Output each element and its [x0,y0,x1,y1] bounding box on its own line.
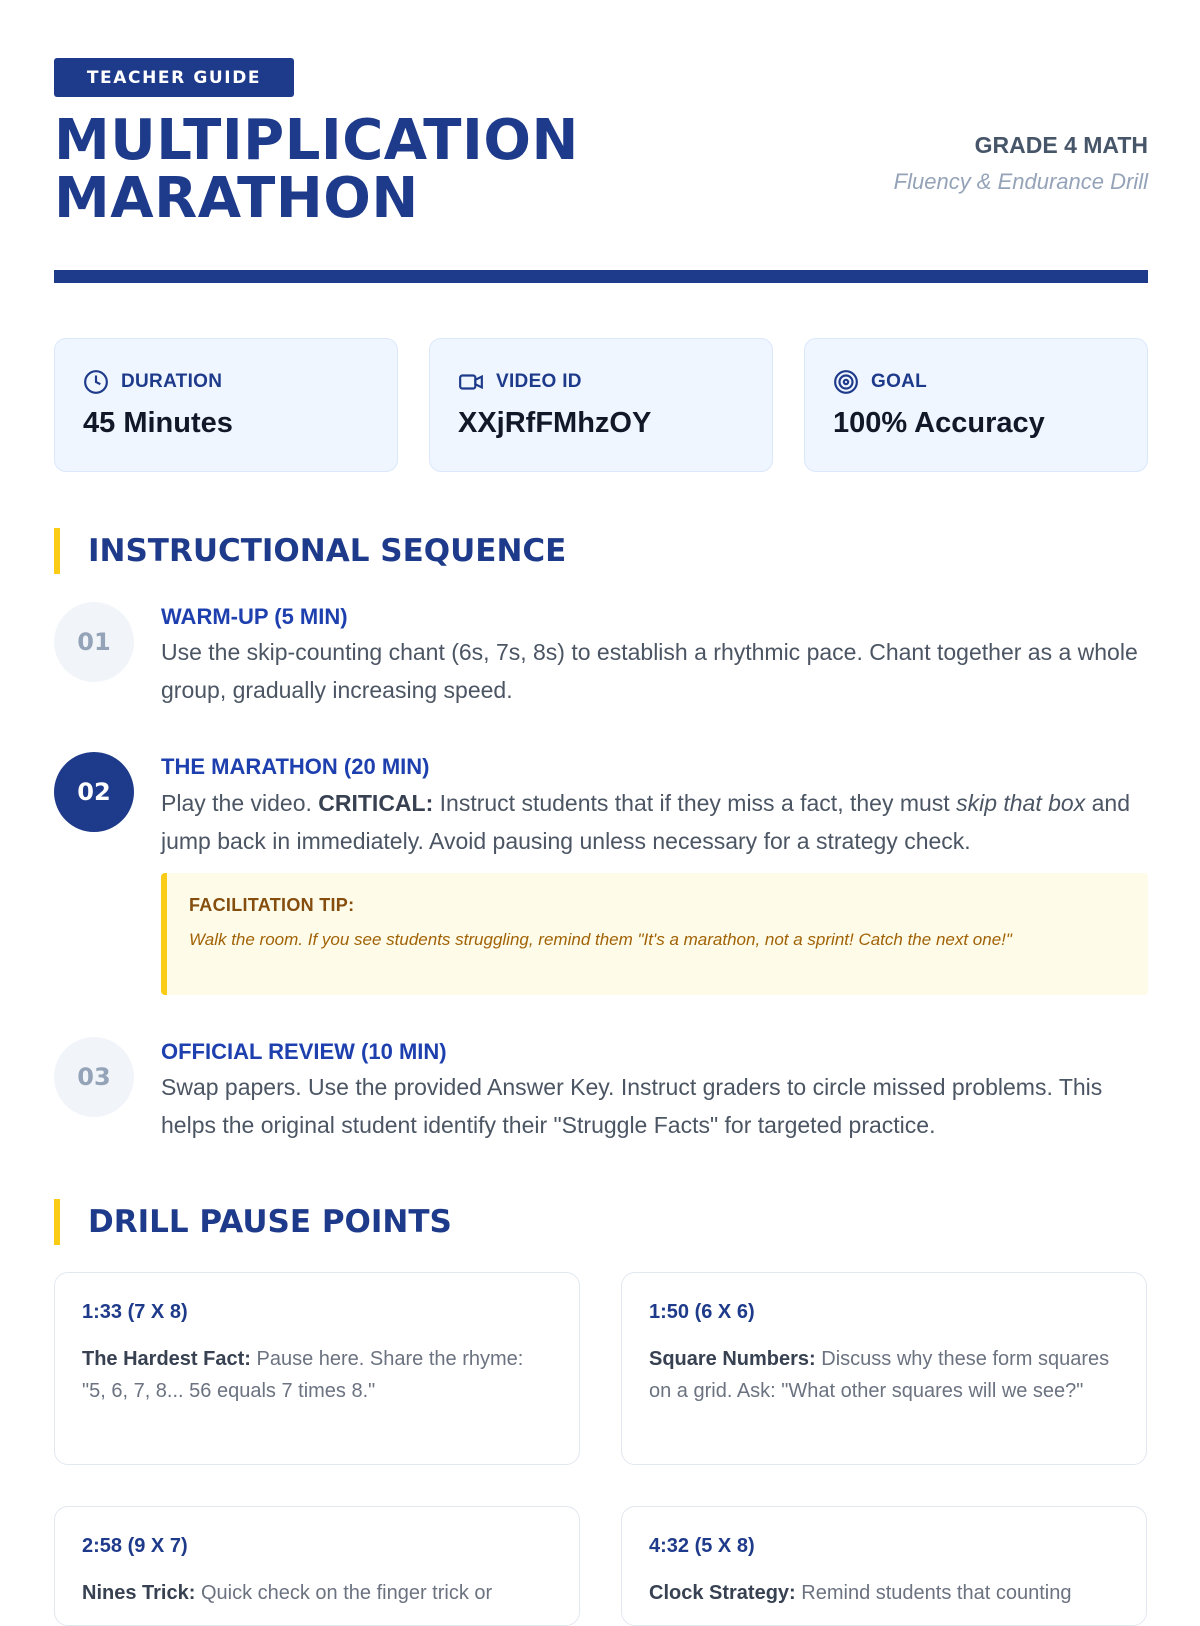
facilitation-tip-box [161,873,1148,995]
pause-point-time: 2:58 (9 X 7) [82,1535,188,1557]
pause-point-text: Nines Trick: Quick check on the finger trick or [82,1582,493,1604]
goal-value: 100% Accuracy [833,407,1045,439]
grade-label: GRADE 4 MATH [974,132,1148,158]
pause-point-text: Clock Strategy: Remind students that counting [649,1582,1072,1604]
clock-icon [83,369,109,395]
step-body-review: Swap papers. Use the provided Answer Key. Instruct graders to circle missed problems. This helps the original student identify their "Struggle Facts" for targeted practice. [161,1074,1103,1138]
critical-label: CRITICAL: [318,790,434,816]
pause-point-time: 1:50 (6 X 6) [649,1301,755,1323]
pause-point-time: 4:32 (5 X 8) [649,1535,755,1557]
step-title-marathon: THE MARATHON (20 MIN) [161,754,430,779]
pause-point-text: The Hardest Fact: Pause here. Share the rhyme: "5, 6, 7, 8... 56 equals 7 times 8." [82,1348,524,1402]
pause-point-text: Square Numbers: Discuss why these form squares on a grid. Ask: "What other squares will we see?" [649,1348,1110,1402]
video-id-label: VIDEO ID [496,371,582,392]
skip-that-box-emphasis: skip that box [956,790,1086,816]
facilitation-tip-body: Walk the room. If you see students struggling, remind them "It's a marathon, not a sprint! Catch the next one!" [189,930,1012,949]
pause-point-card [621,1272,1147,1465]
step-body-warm-up: Use the skip-counting chant (6s, 7s, 8s) to establish a rhythmic pace. Chant together as a whole group, gradually increasing speed. [161,639,1138,703]
pause-point-card [54,1272,580,1465]
drill-pause-points-heading: DRILL PAUSE POINTS [54,1199,452,1245]
video-icon [458,369,484,395]
header-divider [54,270,1148,283]
goal-card [804,338,1148,472]
step-title-warm-up: WARM-UP (5 MIN) [161,604,348,629]
facilitation-tip-title: FACILITATION TIP: [189,895,355,915]
teacher-guide-badge: TEACHER GUIDE [54,58,294,97]
instructional-sequence-heading: INSTRUCTIONAL SEQUENCE [54,528,566,574]
subtitle: Fluency & Endurance Drill [893,169,1148,194]
pause-point-card [621,1506,1147,1626]
goal-label: GOAL [871,371,928,392]
pause-point-card [54,1506,580,1626]
pause-point-time: 1:33 (7 X 8) [82,1301,188,1323]
step-number-1: 01 [54,602,134,682]
step-title-review: OFFICIAL REVIEW (10 MIN) [161,1039,447,1064]
duration-card [54,338,398,472]
duration-value: 45 Minutes [83,407,233,439]
page-title [54,108,579,231]
step-number-3: 03 [54,1037,134,1117]
target-icon [833,369,859,395]
title-line-1: MULTIPLICATION [54,108,579,173]
step-body-marathon: Play the video. CRITICAL: Instruct students that if they miss a fact, they must skip that box and jump back in immediately. Avoid pausing unless necessary for a strategy check. [161,790,1130,854]
step-number-2: 02 [54,752,134,832]
duration-label: DURATION [121,371,223,392]
video-id-value[interactable]: XXjRfFMhzOY [458,407,652,439]
title-line-2: MARATHON [54,166,419,231]
video-id-card [429,338,773,472]
